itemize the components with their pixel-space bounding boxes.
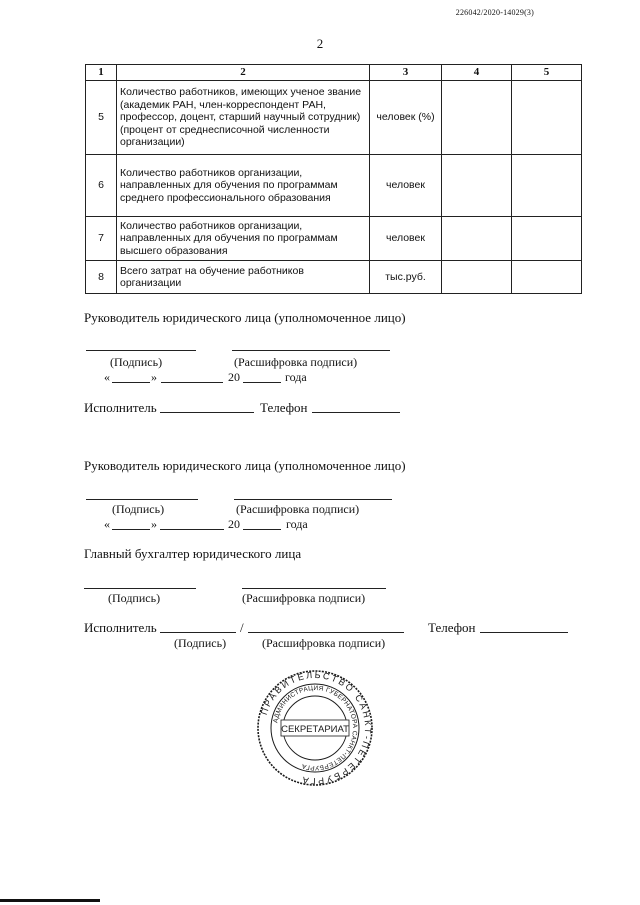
signature-decode-line[interactable]	[232, 350, 390, 351]
executor-decode-field[interactable]	[248, 632, 404, 633]
row-number: 8	[86, 261, 117, 294]
row-value-col4	[442, 217, 512, 261]
date-year-field[interactable]	[243, 529, 281, 530]
head-signature-title: Руководитель юридического лица (уполномоченное лицо)	[84, 310, 406, 325]
row-description: Количество работников, имеющих ученое звание (академик РАН, член-корреспондент РАН, профессор, доцент, старший научный сотрудник) (процент от среднесписочной численности организации)	[117, 81, 370, 155]
row-unit: тыс.руб.	[370, 261, 442, 294]
table-row	[86, 81, 582, 155]
date-month-field[interactable]	[161, 382, 223, 383]
phone-label: Телефон	[428, 620, 476, 635]
date-year-field[interactable]	[243, 382, 281, 383]
signature-line[interactable]	[86, 499, 198, 500]
page-number: 2	[316, 36, 324, 51]
column-header: 2	[117, 65, 370, 81]
row-description: Всего затрат на обучение работников организации	[117, 261, 370, 294]
year-suffix: года	[285, 370, 307, 384]
bottom-edge-rule	[0, 899, 100, 902]
row-description: Количество работников организации, направленных для обучения по программам среднего профессионального образования	[117, 155, 370, 217]
signature-line[interactable]	[86, 350, 196, 351]
head-signature-title: Руководитель юридического лица (уполномоченное лицо)	[84, 458, 406, 473]
row-description: Количество работников организации, направленных для обучения по программам высшего образования	[117, 217, 370, 261]
signature-label: (Подпись)	[174, 636, 227, 650]
date-open-quote: «	[104, 370, 110, 384]
date-day-field[interactable]	[112, 382, 150, 383]
signature-line[interactable]	[84, 588, 196, 589]
decode-label: (Расшифровка подписи)	[234, 355, 358, 369]
executor-sign-field[interactable]	[160, 632, 236, 633]
stamp-outer-text: ПРАВИТЕЛЬСТВО САНКТ-ПЕТЕРБУРГА	[258, 669, 374, 787]
date-close-quote: »	[151, 517, 157, 531]
row-value-col4	[442, 81, 512, 155]
slash-separator: /	[240, 620, 244, 635]
phone-field[interactable]	[480, 632, 568, 633]
table-row	[86, 217, 582, 261]
date-month-field[interactable]	[160, 529, 224, 530]
table-row	[86, 155, 582, 217]
row-value-col5	[512, 261, 582, 294]
signature-decode-line[interactable]	[234, 499, 392, 500]
row-unit: человек (%)	[370, 81, 442, 155]
row-value-col4	[442, 261, 512, 294]
signature-label: (Подпись)	[110, 355, 163, 369]
stamp-inner-text: АДМИНИСТРАЦИЯ ГУБЕРНАТОРА САНКТ-ПЕТЕРБУРГА	[272, 684, 359, 772]
decode-label: (Расшифровка подписи)	[262, 636, 386, 650]
table-row	[86, 261, 582, 294]
column-header: 1	[86, 65, 117, 81]
decode-label: (Расшифровка подписи)	[236, 502, 360, 516]
document-number: 226042/2020-14029(3)	[455, 8, 534, 17]
column-header: 4	[442, 65, 512, 81]
year-prefix: 20	[228, 517, 240, 531]
indicators-table	[85, 64, 582, 294]
executor-label: Исполнитель	[84, 400, 157, 415]
table-header-row	[86, 65, 582, 81]
date-open-quote: «	[104, 517, 110, 531]
chief-accountant-title: Главный бухгалтер юридического лица	[84, 546, 302, 561]
column-header: 5	[512, 65, 582, 81]
phone-field[interactable]	[312, 412, 400, 413]
signature-label: (Подпись)	[108, 591, 161, 605]
row-number: 5	[86, 81, 117, 155]
date-day-field[interactable]	[112, 529, 150, 530]
year-suffix: года	[286, 517, 308, 531]
row-unit: человек	[370, 217, 442, 261]
row-value-col5	[512, 217, 582, 261]
row-value-col4	[442, 155, 512, 217]
row-unit: человек	[370, 155, 442, 217]
signature-decode-line[interactable]	[242, 588, 386, 589]
row-value-col5	[512, 81, 582, 155]
date-close-quote: »	[151, 370, 157, 384]
stamp-center-text: СЕКРЕТАРИАТ	[281, 724, 349, 735]
row-number: 6	[86, 155, 117, 217]
executor-field[interactable]	[160, 412, 254, 413]
executor-label: Исполнитель	[84, 620, 157, 635]
row-value-col5	[512, 155, 582, 217]
column-header: 3	[370, 65, 442, 81]
signature-label: (Подпись)	[112, 502, 165, 516]
year-prefix: 20	[228, 370, 240, 384]
phone-label: Телефон	[260, 400, 308, 415]
decode-label: (Расшифровка подписи)	[242, 591, 366, 605]
secretariat-stamp	[255, 668, 375, 788]
row-number: 7	[86, 217, 117, 261]
